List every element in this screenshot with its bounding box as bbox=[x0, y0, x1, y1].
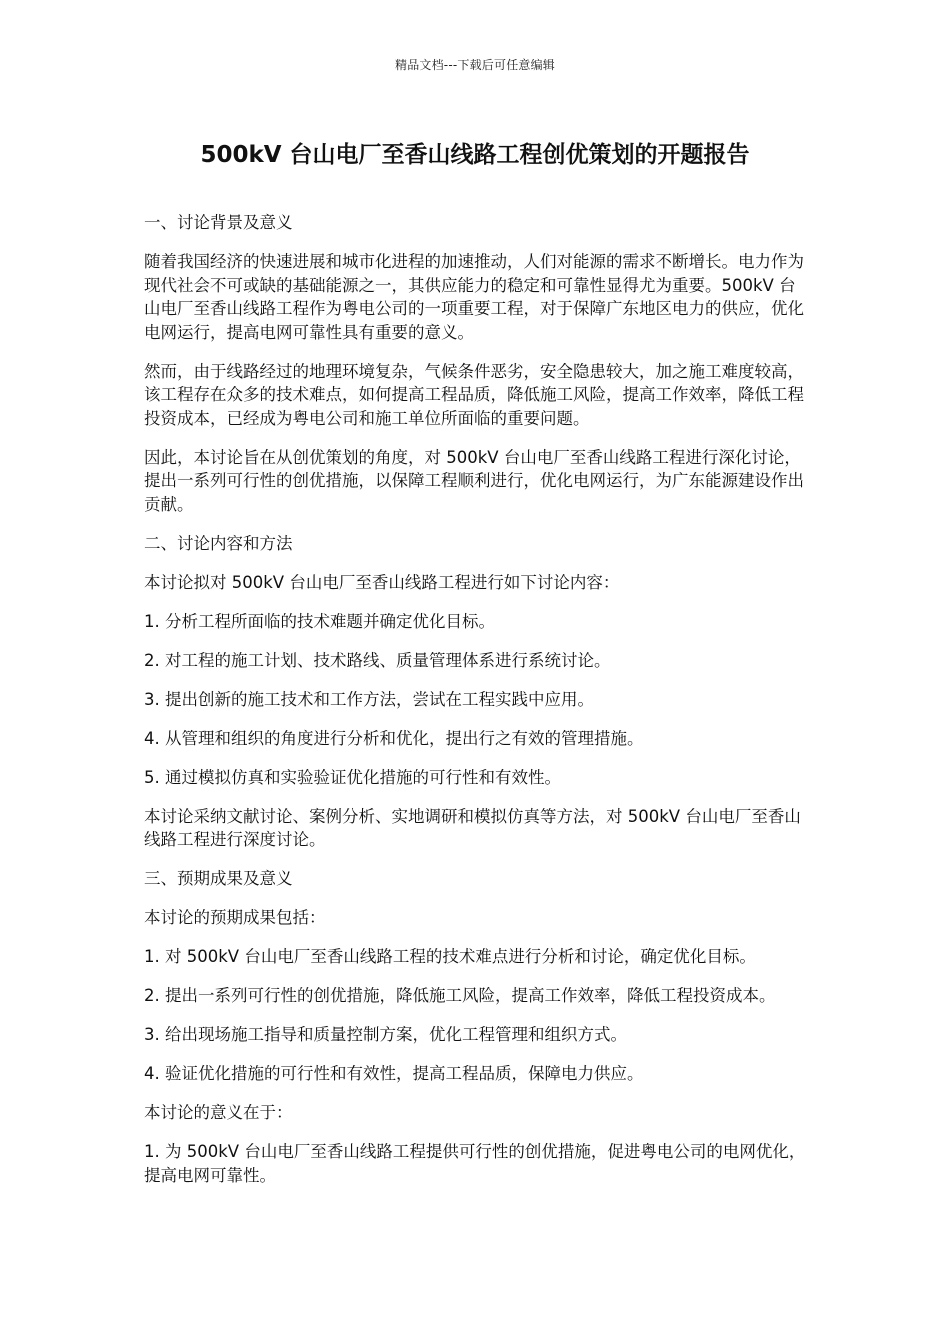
header-note: 精品文档---下载后可任意编辑 bbox=[395, 58, 555, 72]
list-item-result-3: 3. 给出现场施工指导和质量控制方案，优化工程管理和组织方式。 bbox=[144, 1025, 627, 1044]
list-item-significance-1: 1. 为 500kV 台山电厂至香山线路工程提供可行性的创优措施，促进粤电公司的电网优化，提高电网可靠性。 bbox=[144, 1142, 806, 1185]
list-item-content-3: 3. 提出创新的施工技术和工作方法，尝试在工程实践中应用。 bbox=[144, 689, 594, 709]
list-item-result-2: 2. 提出一系列可行性的创优措施，降低施工风险，提高工作效率，降低工程投资成本。 bbox=[144, 986, 776, 1005]
list-item-content-4: 4. 从管理和组织的角度进行分析和优化，提出行之有效的管理措施。 bbox=[144, 728, 644, 748]
list-item-content-1: 1. 分析工程所面临的技术难题并确定优化目标。 bbox=[144, 611, 495, 631]
paragraph-content-intro: 本讨论拟对 500kV 台山电厂至香山线路工程进行如下讨论内容： bbox=[144, 572, 620, 592]
document-body bbox=[144, 211, 812, 1203]
document-title: 500kV 台山电厂至香山线路工程创优策划的开题报告 bbox=[200, 142, 750, 168]
list-item-result-4: 4. 验证优化措施的可行性和有效性，提高工程品质，保障电力供应。 bbox=[144, 1064, 644, 1083]
paragraph-background-1: 随着我国经济的快速进展和城市化进程的加速推动，人们对能源的需求不断增长。电力作为现代社会不可或缺的基础能源之一，其供应能力的稳定和可靠性显得尤为重要。500kV 台山电厂至香山线路工程作为粤电公司的一项重要工程，对于保障广东地区电力的供应，优化电网运行，提高电网可靠性具有重要的意义。 bbox=[144, 252, 804, 342]
list-item-content-5: 5. 通过模拟仿真和实验验证优化措施的可行性和有效性。 bbox=[144, 767, 561, 787]
section-heading-background: 一、讨论背景及意义 bbox=[144, 213, 293, 232]
section-heading-results: 三、预期成果及意义 bbox=[144, 869, 293, 888]
paragraph-results-intro: 本讨论的预期成果包括： bbox=[144, 908, 326, 927]
paragraph-method: 本讨论采纳文献讨论、案例分析、实地调研和模拟仿真等方法，对 500kV 台山电厂至香山线路工程进行深度讨论。 bbox=[144, 806, 801, 849]
section-heading-content-method: 二、讨论内容和方法 bbox=[144, 533, 293, 553]
paragraph-background-2: 然而，由于线路经过的地理环境复杂，气候条件恶劣，安全隐患较大，加之施工难度较高，该工程存在众多的技术难点，如何提高工程品质，降低施工风险，提高工作效率，降低工程投资成本，已经成为粤电公司和施工单位所面临的重要问题。 bbox=[144, 361, 804, 428]
paragraph-background-3: 因此，本讨论旨在从创优策划的角度，对 500kV 台山电厂至香山线路工程进行深化讨论，提出一系列可行性的创优措施，以保障工程顺利进行，优化电网运行，为广东能源建设作出贡献。 bbox=[144, 447, 804, 514]
list-item-content-2: 2. 对工程的施工计划、技术路线、质量管理体系进行系统讨论。 bbox=[144, 650, 611, 670]
paragraph-significance-intro: 本讨论的意义在于： bbox=[144, 1103, 293, 1122]
list-item-result-1: 1. 对 500kV 台山电厂至香山线路工程的技术难点进行分析和讨论，确定优化目标。 bbox=[144, 947, 756, 966]
